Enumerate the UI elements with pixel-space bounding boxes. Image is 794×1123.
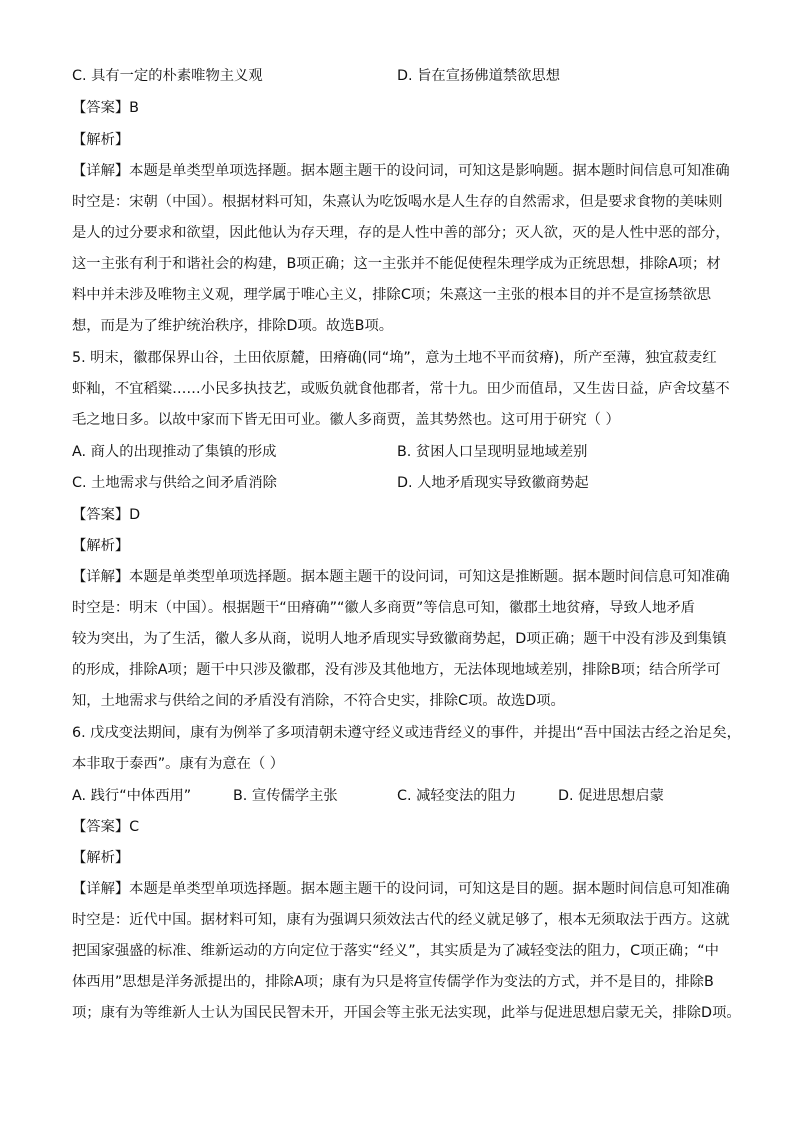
q5-detail-line: 的形成，排除A项；题干中只涉及徽郡，没有涉及其他地方，无法体现地域差别，排除B项；结合所学可 [72,662,721,678]
q5-option-b: B. 贫困人口呈现明显地域差别 [397,444,588,460]
q5-detail-line: 较为突出，为了生活，徽人多从商，说明人地矛盾现实导致徽商势起，D项正确；题干中没有涉及到集镇 [72,631,727,647]
q6-option-b: B. 宣传儒学主张 [233,788,338,804]
q5-stem-line: 5. 明末，徽郡保界山谷，土田依原麓，田瘠确(同“埆”，意为土地不平而贫瘠)，所产至薄，独宜菽麦红 [72,350,717,366]
q4-detail-line: 时空是：宋朝（中国）。根据材料可知，朱熹认为吃饭喝水是人生存的自然需求，但是要求食物的美味则 [72,194,723,210]
q4-analysis-label: 【解析】 [72,132,130,148]
q6-detail-line: 【详解】本题是单类型单项选择题。据本题主题干的设问词，可知这是目的题。据本题时间信息可知准确 [72,881,730,897]
q6-detail-line: 项；康有为等维新人士认为国民民智未开，开国会等主张无法实现，此举与促进思想启蒙无关，排除D项。 [72,1005,741,1021]
q4-answer: 【答案】B [72,100,139,116]
q4-option-d: D. 旨在宣扬佛道禁欲思想 [397,68,561,84]
q6-option-c: C. 减轻变法的阻力 [397,788,517,804]
q6-detail-line: 体西用”思想是洋务派提出的，排除A项；康有为只是将宣传儒学作为变法的方式，并不是目的，排除B [72,974,714,990]
q4-detail-line: 是人的过分要求和欲望，因此他认为存天理，存的是人性中善的部分；灭人欲，灭的是人性中恶的部分， [72,225,730,241]
q6-stem-line: 本非取于泰西”。康有为意在（ ） [72,756,285,772]
q5-detail-line: 【详解】本题是单类型单项选择题。据本题主题干的设问词，可知这是推断题。据本题时间信息可知准确 [72,569,730,585]
q4-detail-line: 【详解】本题是单类型单项选择题。据本题主题干的设问词，可知这是影响题。据本题时间信息可知准确 [72,163,730,179]
q4-detail-line: 这一主张有利于和谐社会的构建，B项正确；这一主张并不能促使程朱理学成为正统思想，排除A项；材 [72,256,721,272]
q6-option-d: D. 促进思想启蒙 [558,788,664,804]
q6-answer: 【答案】C [72,819,140,835]
q6-stem-line: 6. 戊戌变法期间，康有为例举了多项清朝未遵守经义或违背经义的事件，并提出“吾中国法古经之治足矣， [72,725,741,741]
q6-analysis-label: 【解析】 [72,850,130,866]
q6-option-a: A. 践行“中体西用” [72,788,192,804]
q5-detail-line: 时空是：明末（中国）。根据题干“田瘠确”“徽人多商贾”等信息可知，徽郡土地贫瘠，导致人地矛盾 [72,600,695,616]
q6-detail-line: 把国家强盛的标准、维新运动的方向定位于落实“经义”，其实质是为了减轻变法的阻力，C项正确；“中 [72,943,719,959]
q5-analysis-label: 【解析】 [72,538,130,554]
q4-option-c: C. 具有一定的朴素唯物主义观 [72,68,263,84]
q5-stem-line: 毛之地日多。以故中家而下皆无田可业。徽人多商贾，盖其势然也。这可用于研究（ ） [72,412,620,428]
q5-option-a: A. 商人的出现推动了集镇的形成 [72,444,277,460]
q5-option-c: C. 土地需求与供给之间矛盾消除 [72,475,277,491]
q5-detail-line: 知，土地需求与供给之间的矛盾没有消除，不符合史实，排除C项。故选D项。 [72,693,565,709]
q5-stem-line: 虾籼，不宜稻粱……小民多执技艺，或贩负就食他郡者，常十九。田少而值昂，又生齿日益，庐舍坟墓不 [72,381,730,397]
q5-option-d: D. 人地矛盾现实导致徽商势起 [397,475,589,491]
q6-detail-line: 时空是：近代中国。据材料可知，康有为强调只须效法古代的经义就足够了，根本无须取法于西方。这就 [72,912,730,928]
q4-detail-line: 料中并未涉及唯物主义观，理学属于唯心主义，排除C项；朱熹这一主张的根本目的并不是宣扬禁欲思 [72,287,712,303]
q5-answer: 【答案】D [72,507,141,523]
q4-detail-line: 想，而是为了维护统治秩序，排除D项。故选B项。 [72,318,394,334]
